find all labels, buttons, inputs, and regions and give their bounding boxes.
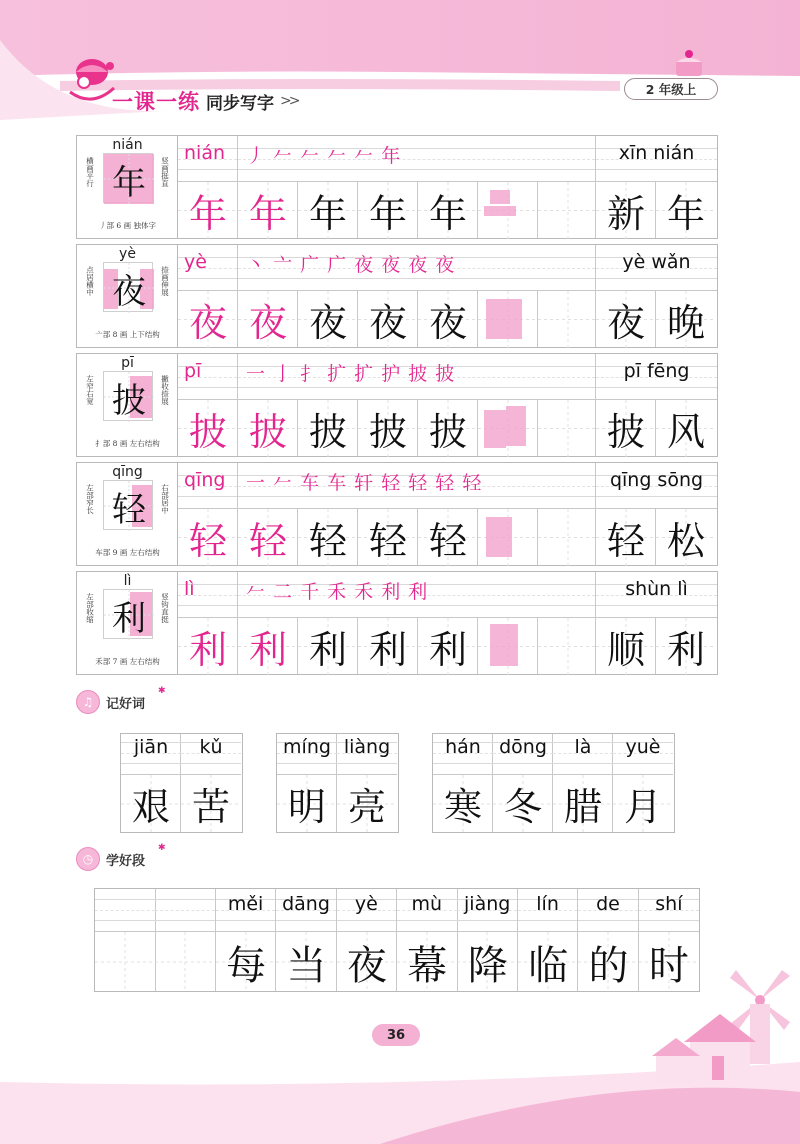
word-group-char: 月: [623, 785, 662, 829]
stroke-order-cell: [238, 354, 596, 399]
practice-grid-cell: [418, 617, 478, 674]
practice-pinyin: yè: [184, 251, 207, 273]
word-char: 披: [606, 410, 645, 454]
practice-grid-cell: [238, 399, 298, 456]
word-char: 风: [666, 410, 705, 454]
paragraph-column: [216, 889, 277, 991]
word-group: [120, 733, 243, 833]
practice-grid-cell: [238, 617, 298, 674]
word-pinyin: xīn nián: [618, 142, 695, 164]
model-char: 夜: [112, 271, 146, 312]
structure-highlight: [506, 406, 526, 446]
word-group-char: 明: [287, 785, 326, 829]
paragraph-pinyin: měi: [227, 893, 264, 915]
writing-tip-right: 右部居中: [160, 484, 170, 514]
paragraph-char: 时: [648, 942, 689, 989]
word-group-char: 艰: [131, 785, 170, 829]
word-char-cell: [596, 181, 656, 238]
words-section-label: ♫ 记好词 ✱: [76, 690, 145, 714]
practice-char: 夜: [308, 301, 347, 345]
word-pinyin: pī fēng: [623, 360, 690, 382]
writing-tip-right: 捺画伸展: [160, 266, 170, 296]
practice-char: 夜: [428, 301, 467, 345]
practice-char: 利: [428, 628, 467, 672]
practice-grid-cell: [238, 290, 298, 347]
char-pinyin: qīng: [112, 464, 143, 480]
practice-char: 轻: [248, 519, 287, 563]
char-pinyin: yè: [119, 246, 136, 262]
practice-grid-cell[interactable]: [538, 617, 596, 674]
practice-grid-cell: [418, 181, 478, 238]
word-char-cell: [656, 290, 717, 347]
paragraph-column: [457, 889, 518, 991]
word-group-pinyin: là: [574, 736, 592, 758]
char-info-cell: [77, 245, 178, 347]
brand-text: 一课一练: [112, 89, 200, 114]
pinyin-cell: [178, 354, 238, 399]
word-group-pinyin: yuè: [625, 736, 661, 758]
char-model-box: [103, 480, 153, 530]
practice-char: 年: [308, 192, 347, 236]
clock-icon: ◷: [76, 847, 100, 871]
practice-grid-cell: [478, 290, 538, 347]
practice-char: 利: [308, 628, 347, 672]
structure-highlight: [490, 624, 518, 666]
practice-row: [76, 244, 718, 348]
radical-info: 扌部 8 画 左右结构: [95, 439, 160, 448]
practice-grid-cell: [238, 508, 298, 565]
char-pinyin: pī: [121, 355, 134, 371]
word-char-cell: [656, 508, 717, 565]
practice-char: 利: [248, 628, 287, 672]
char-model-box: [103, 589, 153, 639]
word-group-column: [493, 734, 553, 832]
structure-highlight: [486, 517, 512, 557]
paragraph-pinyin: dāng: [282, 893, 330, 915]
pinyin-cell: [178, 136, 238, 181]
practice-grid-cell: [298, 399, 358, 456]
stroke-order-cell: [238, 572, 596, 617]
practice-char: 轻: [428, 519, 467, 563]
word-group-column: [433, 734, 493, 832]
word-group-char: 亮: [347, 785, 386, 829]
practice-grid-cell: [178, 617, 238, 674]
pinyin-cell: [178, 463, 238, 508]
word-pinyin-cell: [596, 136, 717, 181]
practice-char: 轻: [308, 519, 347, 563]
practice-grid-cell: [178, 508, 238, 565]
word-char-cell: [596, 290, 656, 347]
practice-row: [76, 462, 718, 566]
paragraph-pinyin: yè: [354, 893, 378, 915]
practice-grid-cell: [358, 290, 418, 347]
word-pinyin: shùn lì: [625, 578, 688, 600]
paragraph-char: [155, 932, 216, 992]
practice-grid-cell: [418, 290, 478, 347]
practice-grid-cell: [478, 508, 538, 565]
practice-pinyin: qīng: [184, 469, 226, 491]
word-pinyin: qīng sōng: [609, 469, 704, 491]
practice-char: 年: [368, 192, 407, 236]
structure-highlight: [486, 299, 522, 339]
paragraph-char: [95, 932, 156, 992]
practice-grid-cell: [478, 399, 538, 456]
windmill-house-icon: [650, 960, 800, 1090]
paragraph-char: 幕: [407, 942, 448, 989]
stroke-order: 一 𠂉 车 车 轩 轻 轻 轻 轻: [246, 472, 483, 494]
practice-grid-cell: [238, 181, 298, 238]
word-group: [276, 733, 399, 833]
char-info-cell: [77, 354, 178, 456]
practice-grid-cell: [418, 508, 478, 565]
word-group-column: [121, 734, 181, 832]
word-group-column: [181, 734, 241, 832]
practice-char: 轻: [188, 519, 227, 563]
practice-grid-cell[interactable]: [538, 290, 596, 347]
practice-grid-cell: [178, 181, 238, 238]
char-model-box: [103, 371, 153, 421]
subtitle-text: 同步写字: [206, 93, 274, 114]
practice-char: 夜: [368, 301, 407, 345]
writing-tip-left: 横画平行: [85, 157, 95, 187]
paragraph-column: [276, 889, 337, 991]
word-char: 年: [666, 192, 705, 236]
word-char: 顺: [606, 628, 645, 672]
paragraph-char: 每: [226, 942, 267, 989]
stroke-order: 丿 𠂉 𠂉 𠂉 𠂉 年: [246, 145, 402, 167]
practice-pinyin: nián: [184, 142, 226, 164]
practice-char: 轻: [368, 519, 407, 563]
practice-grid-cell: [478, 181, 538, 238]
practice-char: 披: [188, 410, 227, 454]
practice-grid-cell[interactable]: [538, 399, 596, 456]
practice-grid-cell: [418, 399, 478, 456]
word-group-char: 冬: [503, 785, 542, 829]
writing-tip-left: 左部收缩: [85, 593, 95, 623]
word-group: [432, 733, 675, 833]
word-pinyin-cell: [596, 245, 717, 290]
word-group-column: [277, 734, 337, 832]
practice-grid-cell: [178, 290, 238, 347]
practice-char: 披: [308, 410, 347, 454]
word-group-column: [337, 734, 397, 832]
practice-grid-cell: [478, 617, 538, 674]
practice-grid-cell: [298, 290, 358, 347]
practice-row: [76, 571, 718, 675]
radical-info: 亠部 8 画 上下结构: [95, 330, 160, 339]
model-char: 利: [112, 598, 146, 639]
radical-info: 丿部 6 画 独体字: [99, 221, 156, 230]
structure-highlight: [484, 410, 506, 448]
radical-info: 车部 9 画 左右结构: [95, 548, 160, 557]
practice-grid-cell: [358, 617, 418, 674]
stroke-order: 丶 亠 广 广 夜 夜 夜 夜: [246, 254, 456, 276]
char-model-box: [103, 153, 153, 203]
practice-char: 夜: [188, 301, 227, 345]
paragraph-pinyin: de: [596, 893, 620, 915]
word-char: 利: [666, 628, 705, 672]
word-char: 晚: [666, 301, 705, 345]
word-group-char: 腊: [563, 785, 602, 829]
practice-pinyin: lì: [184, 578, 195, 600]
word-group-pinyin: liàng: [343, 736, 391, 758]
paragraph-column: [578, 889, 639, 991]
practice-grid-cell: [358, 508, 418, 565]
word-group-pinyin: jiān: [133, 736, 169, 758]
practice-char: 披: [368, 410, 407, 454]
paragraph-column: [518, 889, 579, 991]
practice-char: 披: [248, 410, 287, 454]
practice-row: [76, 353, 718, 457]
writing-tip-right: 撇收捺展: [160, 375, 170, 405]
practice-grid-cell: [178, 399, 238, 456]
stroke-order: 𠂉 二 千 禾 禾 利 利: [246, 581, 429, 603]
practice-char: 利: [368, 628, 407, 672]
practice-grid-cell: [298, 181, 358, 238]
stroke-order: 一 亅 扌 扩 扩 护 披 披: [246, 363, 456, 385]
word-group-column: [613, 734, 673, 832]
writing-tip-left: 左窄右宽: [85, 375, 95, 405]
structure-highlight: [484, 206, 516, 216]
sparkle-icon: ✱: [158, 686, 166, 696]
stroke-order-cell: [238, 136, 596, 181]
paragraph-column: [337, 889, 398, 991]
word-char-cell: [656, 399, 717, 456]
practice-row: [76, 135, 718, 239]
char-info-cell: [77, 136, 178, 238]
stroke-order-cell: [238, 245, 596, 290]
paragraph-section-label: ◷ 学好段 ✱: [76, 847, 145, 871]
paragraph-column[interactable]: [155, 889, 216, 991]
paragraph-char: 临: [528, 942, 569, 989]
bell-icon: ♫: [76, 690, 100, 714]
word-pinyin-cell: [596, 572, 717, 617]
paragraph-char: 的: [588, 942, 629, 989]
practice-grid-cell: [298, 617, 358, 674]
practice-char: 年: [188, 192, 227, 236]
practice-char: 夜: [248, 301, 287, 345]
word-char-cell: [596, 617, 656, 674]
paragraph-pinyin: mù: [411, 893, 443, 915]
writing-tip-left: 点居横中: [85, 266, 95, 296]
word-group-pinyin: míng: [283, 736, 331, 758]
word-group-column: [553, 734, 613, 832]
paragraph-pinyin: lín: [536, 893, 559, 915]
chevron-icon: >>: [280, 93, 298, 109]
word-char-cell: [656, 617, 717, 674]
page-number: 36: [372, 1024, 420, 1046]
word-group-char: 苦: [191, 785, 230, 829]
structure-highlight: [490, 190, 510, 204]
radical-info: 禾部 7 画 左右结构: [95, 657, 160, 666]
paragraph-pinyin: shí: [655, 893, 683, 915]
practice-char: 披: [428, 410, 467, 454]
word-char-cell: [596, 399, 656, 456]
word-char-cell: [596, 508, 656, 565]
word-group-pinyin: dōng: [499, 736, 547, 758]
practice-pinyin: pī: [184, 360, 202, 382]
writing-tip-left: 左部窄长: [85, 484, 95, 514]
paragraph-grid: [94, 888, 700, 992]
stroke-order-cell: [238, 463, 596, 508]
char-model-box: [103, 262, 153, 312]
model-char: 轻: [112, 489, 146, 530]
word-char: 新: [606, 192, 645, 236]
practice-grid-cell[interactable]: [538, 181, 596, 238]
char-info-cell: [77, 463, 178, 565]
header-title: [112, 86, 297, 116]
word-pinyin: yè wǎn: [622, 251, 691, 273]
word-pinyin-cell: [596, 354, 717, 399]
word-char: 轻: [606, 519, 645, 563]
practice-grid-cell: [298, 508, 358, 565]
model-char: 年: [112, 162, 146, 203]
writing-tip-right: 竖钩直挺: [160, 593, 170, 623]
writing-tip-right: 竖画挺直: [160, 157, 170, 187]
paragraph-pinyin: jiàng: [464, 893, 511, 915]
sparkle-icon: ✱: [158, 843, 166, 853]
pinyin-cell: [178, 245, 238, 290]
practice-grid-cell[interactable]: [538, 508, 596, 565]
paragraph-char: 夜: [346, 942, 387, 989]
paragraph-column: [397, 889, 458, 991]
practice-grid-cell: [358, 181, 418, 238]
practice-char: 年: [248, 192, 287, 236]
paragraph-char: 降: [467, 942, 508, 989]
cake-icon: [672, 46, 706, 80]
practice-char: 利: [188, 628, 227, 672]
word-pinyin-cell: [596, 463, 717, 508]
word-group-pinyin: kǔ: [199, 736, 223, 758]
grade-badge: 2 年级上: [624, 78, 718, 100]
word-group-char: 寒: [443, 785, 482, 829]
char-info-cell: [77, 572, 178, 674]
pinyin-cell: [178, 572, 238, 617]
char-pinyin: lì: [123, 573, 132, 589]
word-char: 松: [666, 519, 705, 563]
practice-char: 年: [428, 192, 467, 236]
char-pinyin: nián: [112, 137, 143, 153]
word-char-cell: [656, 181, 717, 238]
practice-grid-cell: [358, 399, 418, 456]
word-group-pinyin: hán: [445, 736, 481, 758]
model-char: 披: [112, 380, 146, 421]
word-char: 夜: [606, 301, 645, 345]
paragraph-char: 当: [286, 942, 327, 989]
paragraph-column[interactable]: [95, 889, 156, 991]
